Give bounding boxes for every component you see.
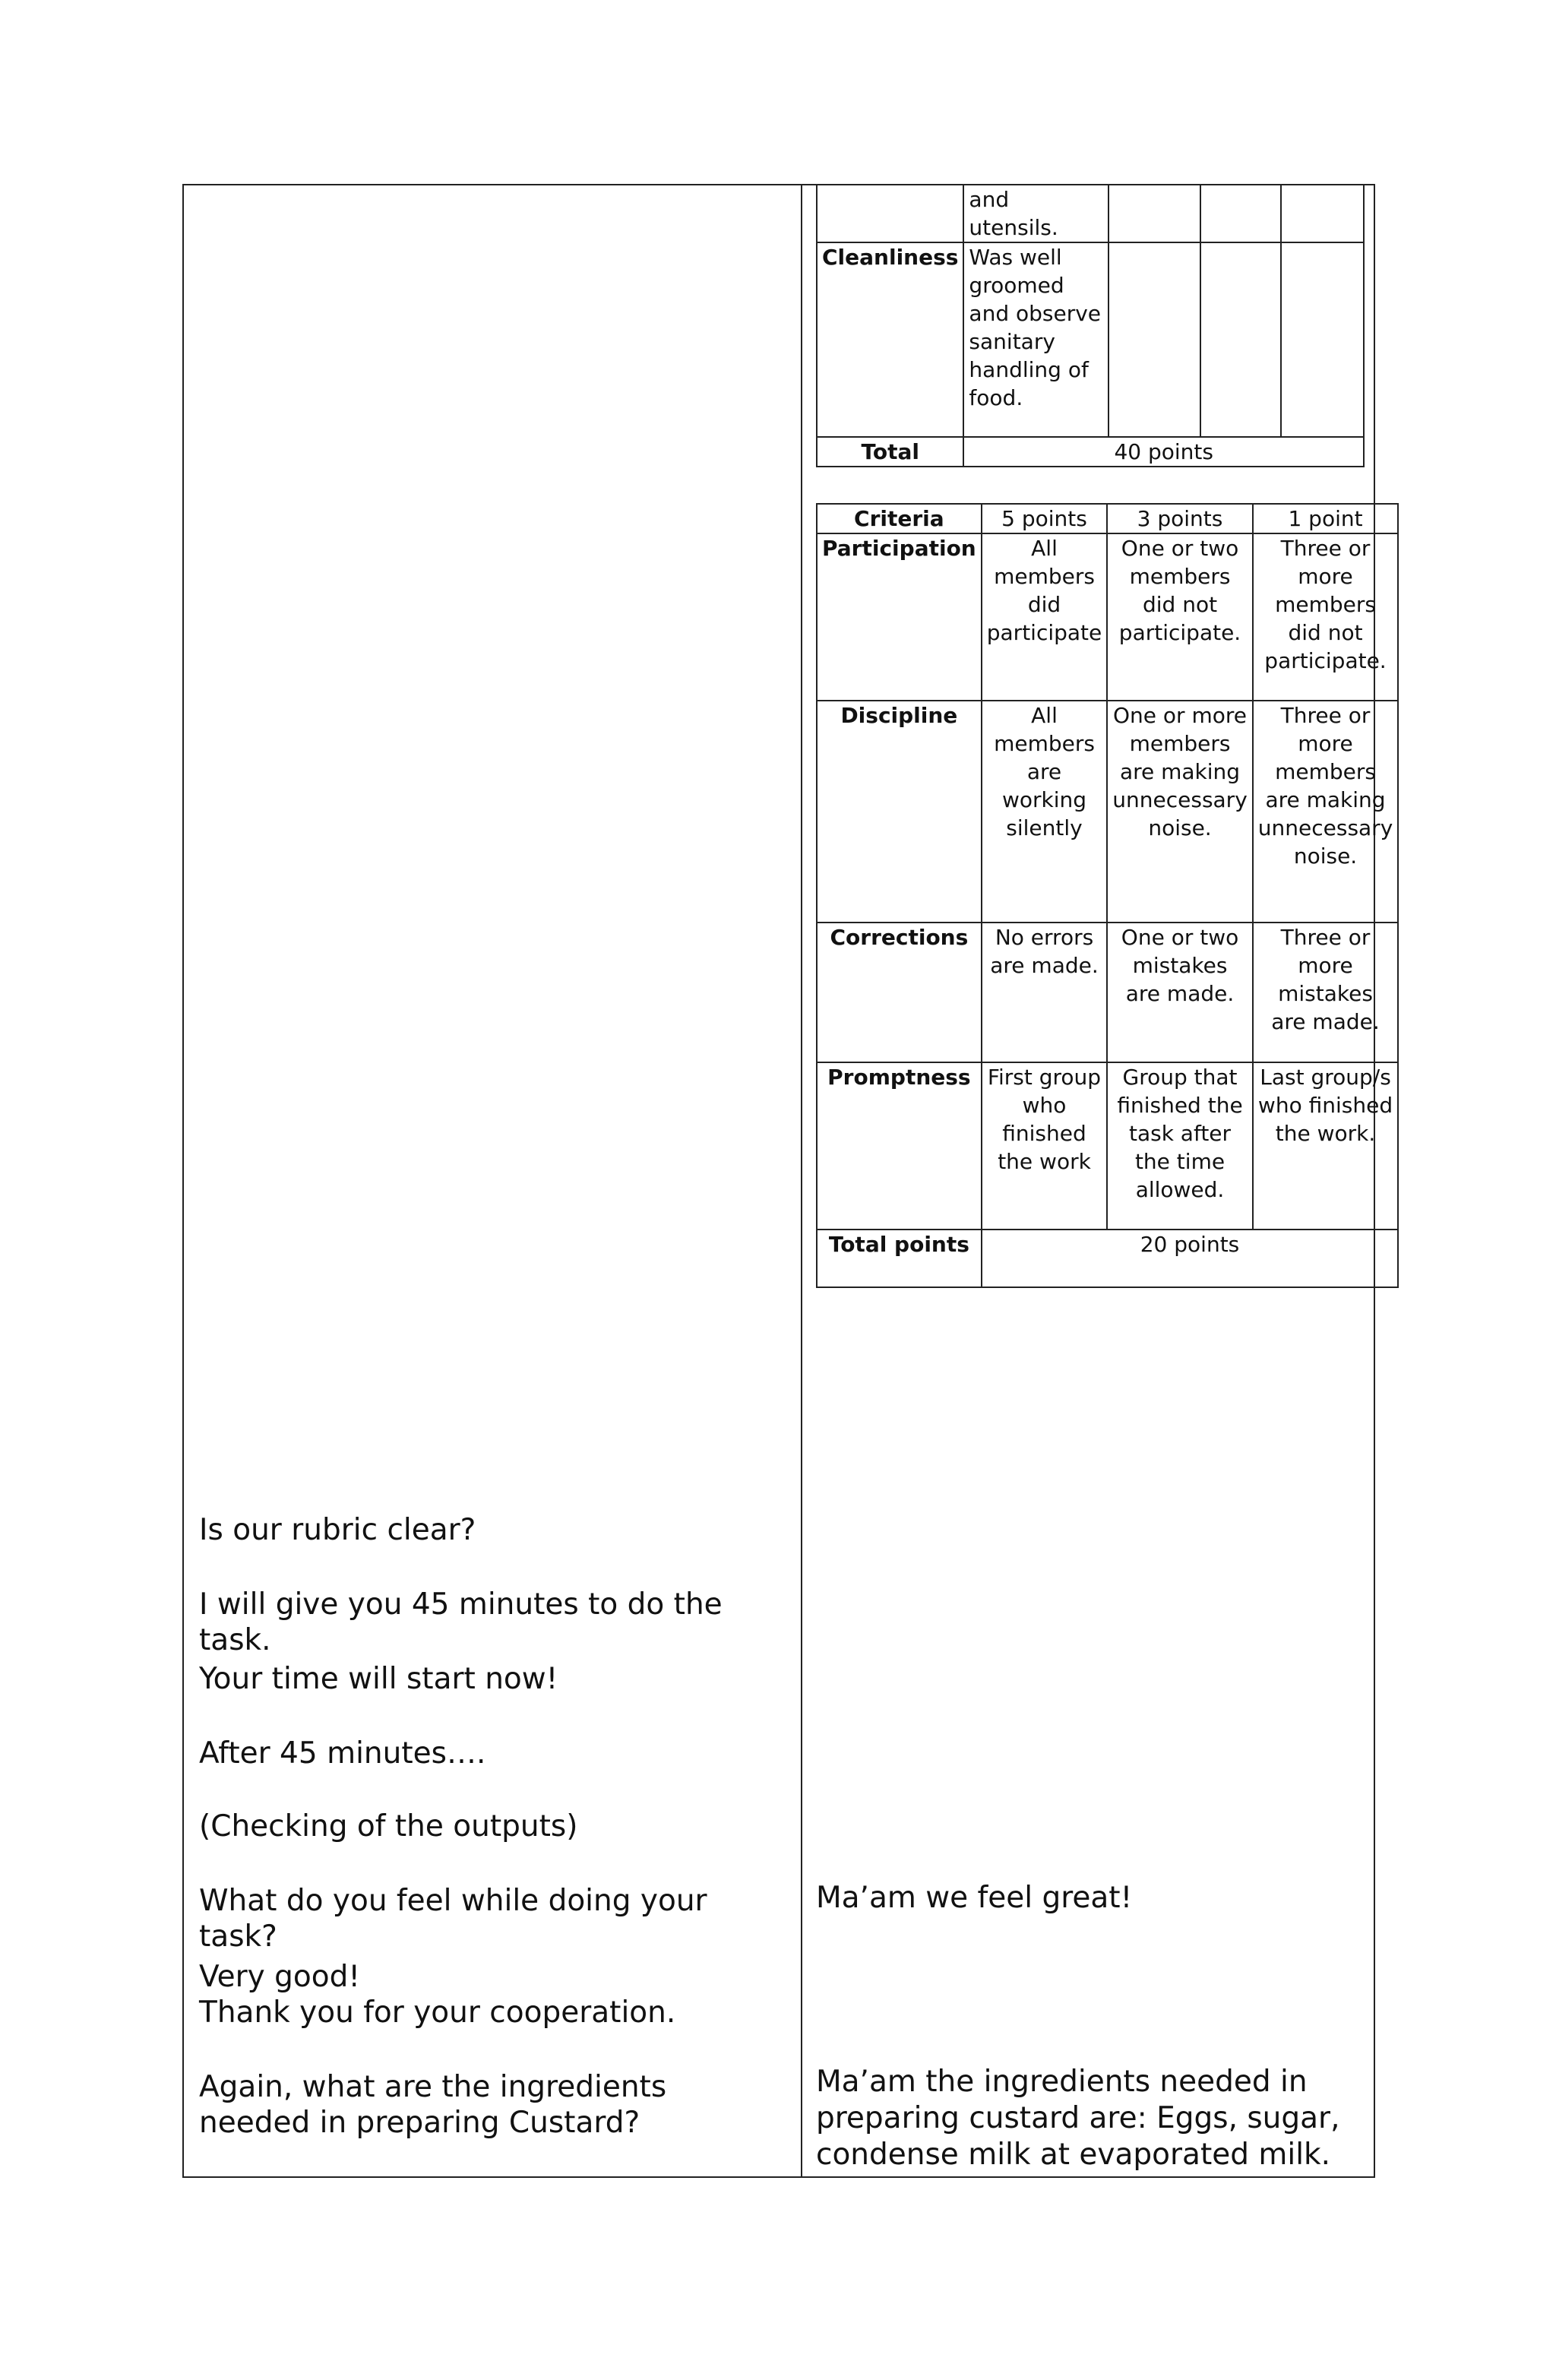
table-row <box>817 1230 1398 1287</box>
description-cell: and utensils. <box>963 185 1108 242</box>
criteria-cell: Participation <box>817 533 982 701</box>
total-value: 20 points <box>982 1230 1399 1287</box>
cell-3-points: One or two mistakes are made. <box>1107 923 1253 1062</box>
score-cell <box>1200 242 1282 437</box>
score-cell <box>1108 185 1200 242</box>
criteria-cell: Cleanliness <box>817 242 963 437</box>
criteria-cell: Promptness <box>817 1062 982 1230</box>
cell-1-point: Three or more members did not participate. <box>1253 533 1399 701</box>
table-row <box>817 533 1398 701</box>
teacher-very-good: Very good! <box>199 1960 361 1994</box>
cell-5-points: All members are working silently <box>982 701 1108 923</box>
score-cell <box>1281 185 1364 242</box>
cell-5-points: No errors are made. <box>982 923 1108 1062</box>
cell-1-point: Last group/s who finished the work. <box>1253 1062 1399 1230</box>
criteria-cell: Corrections <box>817 923 982 1062</box>
teacher-rubric-question: Is our rubric clear? <box>199 1513 476 1547</box>
total-label: Total points <box>817 1230 982 1287</box>
total-value: 40 points <box>963 437 1364 467</box>
criteria-cell: Discipline <box>817 701 982 923</box>
header-3-points: 3 points <box>1107 504 1253 533</box>
total-label: Total <box>817 437 963 467</box>
cell-3-points: One or two members did not participate. <box>1107 533 1253 701</box>
student-ingredients-answer: Ma’am the ingredients needed in preparing custard are: Eggs, sugar, condense milk at evaporated milk. <box>816 2065 1340 2172</box>
header-criteria: Criteria <box>817 504 982 533</box>
teacher-ingredients-question: Again, what are the ingredients needed in preparing Custard? <box>199 2070 667 2140</box>
score-cell <box>1200 185 1282 242</box>
table-row <box>817 242 1364 437</box>
teacher-thanks: Thank you for your cooperation. <box>199 1995 676 2030</box>
student-feel-answer: Ma’am we feel great! <box>816 1881 1133 1915</box>
teacher-time-given: I will give you 45 minutes to do the task. <box>199 1587 723 1657</box>
cell-3-points: One or more members are making unnecessary noise. <box>1107 701 1253 923</box>
rubric-table-continued <box>816 184 1365 467</box>
cell-1-point: Three or more members are making unnecessary noise. <box>1253 701 1399 923</box>
cell-3-points: Group that finished the task after the time allowed. <box>1107 1062 1253 1230</box>
group-rubric-table <box>816 503 1399 1288</box>
column-divider <box>801 184 802 2178</box>
score-cell <box>1108 242 1200 437</box>
table-row <box>817 1062 1398 1230</box>
criteria-cell <box>817 185 963 242</box>
table-header-row <box>817 504 1398 533</box>
teacher-after: After 45 minutes…. <box>199 1736 486 1771</box>
table-row <box>817 701 1398 923</box>
teacher-feel-question: What do you feel while doing your task? <box>199 1884 707 1954</box>
teacher-checking: (Checking of the outputs) <box>199 1809 578 1844</box>
table-row <box>817 185 1364 242</box>
header-5-points: 5 points <box>982 504 1108 533</box>
table-row <box>817 923 1398 1062</box>
cell-5-points: First group who finished the work <box>982 1062 1108 1230</box>
header-1-point: 1 point <box>1253 504 1399 533</box>
cell-5-points: All members did participate <box>982 533 1108 701</box>
teacher-start: Your time will start now! <box>199 1662 558 1696</box>
score-cell <box>1281 242 1364 437</box>
table-row <box>817 437 1364 467</box>
cell-1-point: Three or more mistakes are made. <box>1253 923 1399 1062</box>
description-cell: Was well groomed and observe sanitary handling of food. <box>963 242 1108 437</box>
